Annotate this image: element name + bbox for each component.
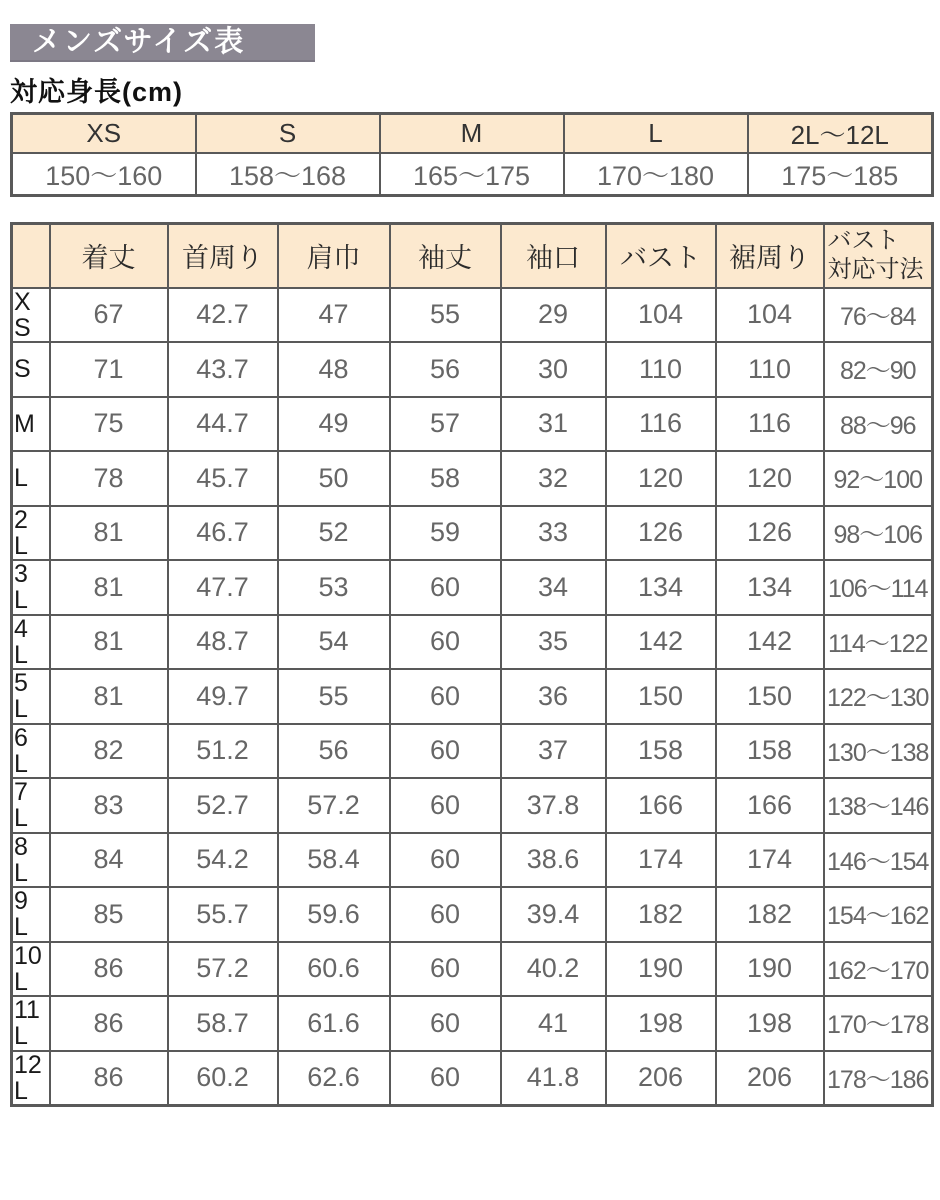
size-column-header-line: 肩巾 [306,243,361,274]
size-value-cell: 60.6 [278,942,390,997]
size-row-label-line: L [14,804,28,833]
size-value-cell: 60 [390,615,501,670]
size-column-header [501,224,606,288]
size-value-cell: 82〜90 [824,342,933,397]
size-column-header [390,224,501,288]
size-value-cell: 58.4 [278,833,390,888]
size-column-header-line: 裾周り [729,243,810,274]
size-value-cell: 81 [50,615,168,670]
size-value-cell: 30 [501,342,606,397]
size-value-cell: 37 [501,724,606,779]
size-row-label-line: 2 [14,505,28,534]
size-row-label-line: L [14,967,28,996]
size-row-label [12,397,50,452]
size-value-cell: 98〜106 [824,506,933,561]
size-value-cell: 166 [716,778,824,833]
size-row-label [12,615,50,670]
size-value-cell: 116 [606,397,716,452]
height-table-header-row [12,114,933,154]
size-value-cell: 154〜162 [824,887,933,942]
size-value-cell: 46.7 [168,506,278,561]
size-value-cell: 106〜114 [824,560,933,615]
size-column-header-line: 対応寸法 [827,255,924,283]
height-range-table [10,112,934,197]
size-value-cell: 33 [501,506,606,561]
height-column-header: 2L〜12L [748,114,933,154]
size-value-cell: 170〜178 [824,996,933,1051]
size-value-cell: 150 [716,669,824,724]
size-value-cell: 45.7 [168,451,278,506]
size-value-cell: 81 [50,669,168,724]
size-value-cell: 57.2 [278,778,390,833]
size-value-cell: 78 [50,451,168,506]
size-value-cell: 41 [501,996,606,1051]
size-table-row [12,724,933,779]
size-value-cell: 83 [50,778,168,833]
size-table-row [12,996,933,1051]
size-value-cell: 104 [716,288,824,343]
size-value-cell: 60 [390,942,501,997]
size-value-cell: 104 [606,288,716,343]
size-value-cell: 174 [716,833,824,888]
size-column-header [716,224,824,288]
size-value-cell: 142 [716,615,824,670]
size-column-header-line: 袖口 [526,243,580,274]
size-value-cell: 55.7 [168,887,278,942]
size-value-cell: 60.2 [168,1051,278,1106]
size-value-cell: 198 [606,996,716,1051]
size-spec-table [10,222,934,1107]
size-value-cell: 198 [716,996,824,1051]
size-value-cell: 206 [716,1051,824,1106]
size-column-header [606,224,716,288]
size-value-cell: 182 [716,887,824,942]
size-value-cell: 60 [390,560,501,615]
height-column-header: XS [12,114,196,154]
size-value-cell: 41.8 [501,1051,606,1106]
size-value-cell: 126 [606,506,716,561]
size-value-cell: 56 [390,342,501,397]
size-value-cell: 82 [50,724,168,779]
size-row-label-line: 6 [14,723,28,752]
size-column-header-line: 着丈 [81,243,136,274]
size-value-cell: 134 [716,560,824,615]
size-value-cell: 146〜154 [824,833,933,888]
size-column-header-line: 首周り [182,243,263,274]
height-column-header: S [196,114,380,154]
size-table-row [12,669,933,724]
height-range-cell: 170〜180 [564,153,748,195]
size-value-cell: 130〜138 [824,724,933,779]
size-value-cell: 110 [606,342,716,397]
size-table-row [12,397,933,452]
size-value-cell: 48.7 [168,615,278,670]
size-value-cell: 51.2 [168,724,278,779]
size-value-cell: 52.7 [168,778,278,833]
size-table-row [12,778,933,833]
height-column-header: L [564,114,748,154]
height-range-cell: 165〜175 [380,153,564,195]
size-row-label-line: L [14,749,28,778]
size-row-label-line: L [14,1076,28,1105]
size-value-cell: 60 [390,778,501,833]
size-value-cell: 53 [278,560,390,615]
size-table-row [12,942,933,997]
size-value-cell: 67 [50,288,168,343]
size-value-cell: 32 [501,451,606,506]
size-value-cell: 190 [606,942,716,997]
size-value-cell: 36 [501,669,606,724]
size-table-header-row [12,224,933,288]
size-value-cell: 158 [716,724,824,779]
size-value-cell: 60 [390,724,501,779]
size-table-corner-cell [12,224,50,288]
size-row-label-line: 7 [14,778,28,807]
size-value-cell: 84 [50,833,168,888]
size-value-cell: 88〜96 [824,397,933,452]
size-value-cell: 58 [390,451,501,506]
size-row-label-line: L [14,858,28,887]
size-value-cell: 60 [390,833,501,888]
size-row-label-line: S [14,313,31,342]
size-value-cell: 47 [278,288,390,343]
size-value-cell: 31 [501,397,606,452]
size-value-cell: 122〜130 [824,669,933,724]
size-value-cell: 49 [278,397,390,452]
size-row-label [12,560,50,615]
size-value-cell: 86 [50,942,168,997]
size-value-cell: 166 [606,778,716,833]
size-value-cell: 40.2 [501,942,606,997]
size-row-label [12,288,50,343]
size-table-row [12,560,933,615]
size-value-cell: 114〜122 [824,615,933,670]
size-row-label [12,778,50,833]
size-value-cell: 150 [606,669,716,724]
size-table-row [12,1051,933,1106]
size-value-cell: 39.4 [501,887,606,942]
size-row-label-line: L [14,640,28,669]
size-row-label-line: L [14,695,28,724]
size-value-cell: 59 [390,506,501,561]
size-row-label [12,669,50,724]
size-value-cell: 120 [716,451,824,506]
size-table-row [12,833,933,888]
size-row-label [12,996,50,1051]
size-row-label [12,724,50,779]
size-row-label-line: L [14,913,28,942]
height-range-cell: 150〜160 [12,153,196,195]
size-value-cell: 162〜170 [824,942,933,997]
size-row-label [12,942,50,997]
height-column-header: M [380,114,564,154]
size-value-cell: 59.6 [278,887,390,942]
size-value-cell: 57 [390,397,501,452]
size-value-cell: 50 [278,451,390,506]
size-value-cell: 55 [390,288,501,343]
size-value-cell: 110 [716,342,824,397]
size-column-header [168,224,278,288]
size-value-cell: 134 [606,560,716,615]
size-row-label-line: 11 [14,996,40,1025]
size-value-cell: 52 [278,506,390,561]
size-value-cell: 178〜186 [824,1051,933,1106]
size-value-cell: 174 [606,833,716,888]
size-value-cell: 42.7 [168,288,278,343]
size-row-label-line: 5 [14,669,28,698]
size-row-label [12,1051,50,1106]
height-range-cell: 158〜168 [196,153,380,195]
size-value-cell: 138〜146 [824,778,933,833]
size-value-cell: 54.2 [168,833,278,888]
size-row-label-line: 9 [14,887,28,916]
size-value-cell: 85 [50,887,168,942]
size-value-cell: 120 [606,451,716,506]
size-row-label-line: S [14,355,31,384]
size-value-cell: 58.7 [168,996,278,1051]
size-row-label [12,506,50,561]
size-value-cell: 34 [501,560,606,615]
size-value-cell: 92〜100 [824,451,933,506]
size-row-label-line: L [14,531,28,560]
size-row-label-line: M [14,409,35,438]
size-column-header [278,224,390,288]
size-value-cell: 86 [50,996,168,1051]
size-value-cell: 86 [50,1051,168,1106]
size-column-header-line: 袖丈 [418,243,472,274]
size-row-label [12,887,50,942]
size-value-cell: 37.8 [501,778,606,833]
size-value-cell: 57.2 [168,942,278,997]
size-row-label-line: 4 [14,614,28,643]
height-section-label: 対応身長(cm) [10,77,184,107]
size-value-cell: 47.7 [168,560,278,615]
size-value-cell: 43.7 [168,342,278,397]
size-row-label-line: 3 [14,560,28,589]
size-value-cell: 62.6 [278,1051,390,1106]
size-value-cell: 126 [716,506,824,561]
size-value-cell: 81 [50,506,168,561]
size-value-cell: 206 [606,1051,716,1106]
size-column-header-line: バスト [827,226,900,254]
size-value-cell: 182 [606,887,716,942]
size-value-cell: 48 [278,342,390,397]
size-value-cell: 38.6 [501,833,606,888]
size-row-label [12,833,50,888]
size-value-cell: 60 [390,996,501,1051]
size-row-label-line: L [14,464,28,493]
size-table-row [12,615,933,670]
size-value-cell: 76〜84 [824,288,933,343]
size-value-cell: 56 [278,724,390,779]
size-row-label-line: 8 [14,832,28,861]
size-value-cell: 158 [606,724,716,779]
size-value-cell: 142 [606,615,716,670]
size-column-header [824,224,933,288]
height-range-cell: 175〜185 [748,153,933,195]
size-row-label [12,451,50,506]
size-table-row [12,506,933,561]
size-row-label-line: L [14,1022,28,1051]
size-table-body [12,288,933,1106]
size-table-row [12,887,933,942]
size-table-row [12,288,933,343]
size-value-cell: 60 [390,1051,501,1106]
size-table-row [12,342,933,397]
size-value-cell: 71 [50,342,168,397]
size-column-header-line: バスト [620,243,701,274]
size-value-cell: 75 [50,397,168,452]
size-value-cell: 35 [501,615,606,670]
size-value-cell: 60 [390,887,501,942]
height-table-value-row [12,153,933,195]
size-row-label [12,342,50,397]
page-title-banner [10,24,315,62]
size-value-cell: 116 [716,397,824,452]
size-row-label-line: X [14,287,31,316]
size-column-header [50,224,168,288]
size-value-cell: 60 [390,669,501,724]
size-row-label-line: 12 [14,1050,42,1079]
size-row-label-line: L [14,586,28,615]
size-table-row [12,451,933,506]
size-value-cell: 81 [50,560,168,615]
size-value-cell: 54 [278,615,390,670]
size-value-cell: 190 [716,942,824,997]
size-value-cell: 49.7 [168,669,278,724]
size-value-cell: 44.7 [168,397,278,452]
size-value-cell: 61.6 [278,996,390,1051]
size-row-label-line: 10 [14,941,42,970]
page-title: メンズサイズ表 [32,26,246,58]
size-value-cell: 55 [278,669,390,724]
size-value-cell: 29 [501,288,606,343]
